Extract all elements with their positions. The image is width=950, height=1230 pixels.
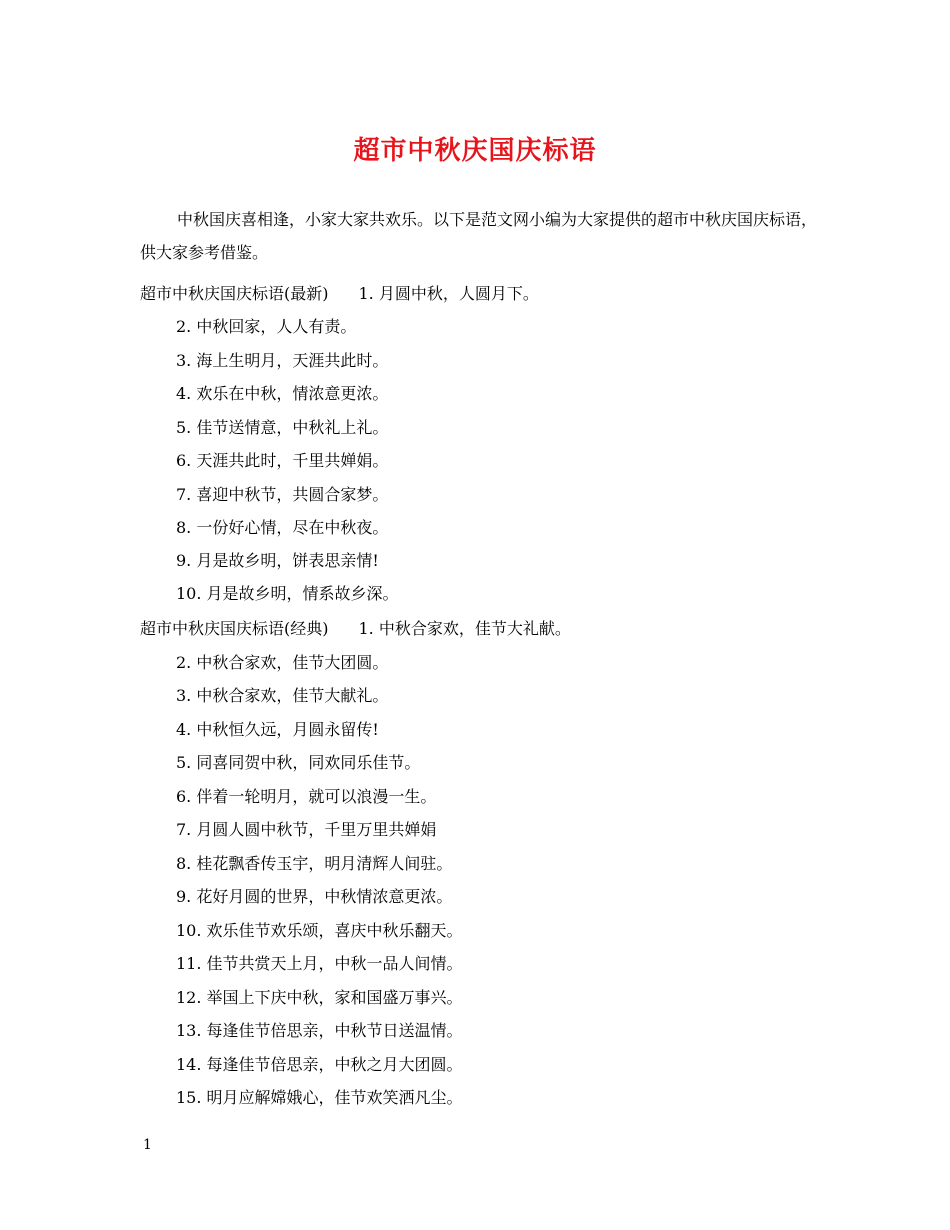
document-title: 超市中秋庆国庆标语 (353, 136, 597, 166)
list-item: 15. 明月应解嫦娥心，佳节欢笑洒凡尘。 (176, 1088, 463, 1107)
list-item: 13. 每逢佳节倍思亲，中秋节日送温情。 (176, 1021, 463, 1040)
list-item: 7. 月圆人圆中秋节，千里万里共婵娟 (176, 820, 437, 839)
section-heading-label: 超市中秋庆国庆标语(最新) (140, 284, 329, 303)
section-heading-label: 超市中秋庆国庆标语(经典) (140, 619, 329, 638)
list-item: 7. 喜迎中秋节，共圆合家梦。 (176, 485, 389, 504)
page-number: 1 (143, 1137, 152, 1153)
list-item: 3. 中秋合家欢，佳节大献礼。 (176, 686, 389, 705)
intro-text: 中秋国庆喜相逢，小家大家共欢乐。以下是范文网小编为大家提供的超市中秋庆国庆标语，供大家参考借鉴。 (140, 210, 818, 262)
intro-paragraph (140, 203, 820, 269)
list-item: 5. 同喜同贺中秋，同欢同乐佳节。 (176, 753, 421, 772)
section-heading-latest (140, 281, 539, 304)
list-item: 3. 海上生明月，天涯共此时。 (176, 351, 389, 370)
list-item: 4. 中秋恒久远，月圆永留传! (176, 720, 379, 739)
list-item: 2. 中秋回家，人人有责。 (176, 317, 357, 336)
list-item: 1. 月圆中秋，人圆月下。 (358, 284, 539, 303)
list-item: 10. 月是故乡明，情系故乡深。 (176, 584, 399, 603)
list-item: 6. 天涯共此时，千里共婵娟。 (176, 451, 389, 470)
list-item: 5. 佳节送情意，中秋礼上礼。 (176, 418, 389, 437)
list-item: 14. 每逢佳节倍思亲，中秋之月大团圆。 (176, 1055, 463, 1074)
list-item: 8. 一份好心情，尽在中秋夜。 (176, 518, 389, 537)
list-item: 9. 月是故乡明，饼表思亲情! (176, 551, 379, 570)
list-item: 6. 伴着一轮明月，就可以浪漫一生。 (176, 787, 437, 806)
list-item: 11. 佳节共赏天上月，中秋一品人间情。 (176, 954, 463, 973)
list-item: 4. 欢乐在中秋，情浓意更浓。 (176, 384, 389, 403)
list-item: 10. 欢乐佳节欢乐颂，喜庆中秋乐翻天。 (176, 921, 463, 940)
list-item: 1. 中秋合家欢，佳节大礼献。 (358, 619, 571, 638)
list-item: 8. 桂花飘香传玉宇，明月清辉人间驻。 (176, 854, 453, 873)
section-heading-classic (140, 616, 571, 639)
list-item: 2. 中秋合家欢，佳节大团圆。 (176, 653, 389, 672)
list-item: 9. 花好月圆的世界，中秋情浓意更浓。 (176, 887, 453, 906)
list-item: 12. 举国上下庆中秋，家和国盛万事兴。 (176, 988, 463, 1007)
